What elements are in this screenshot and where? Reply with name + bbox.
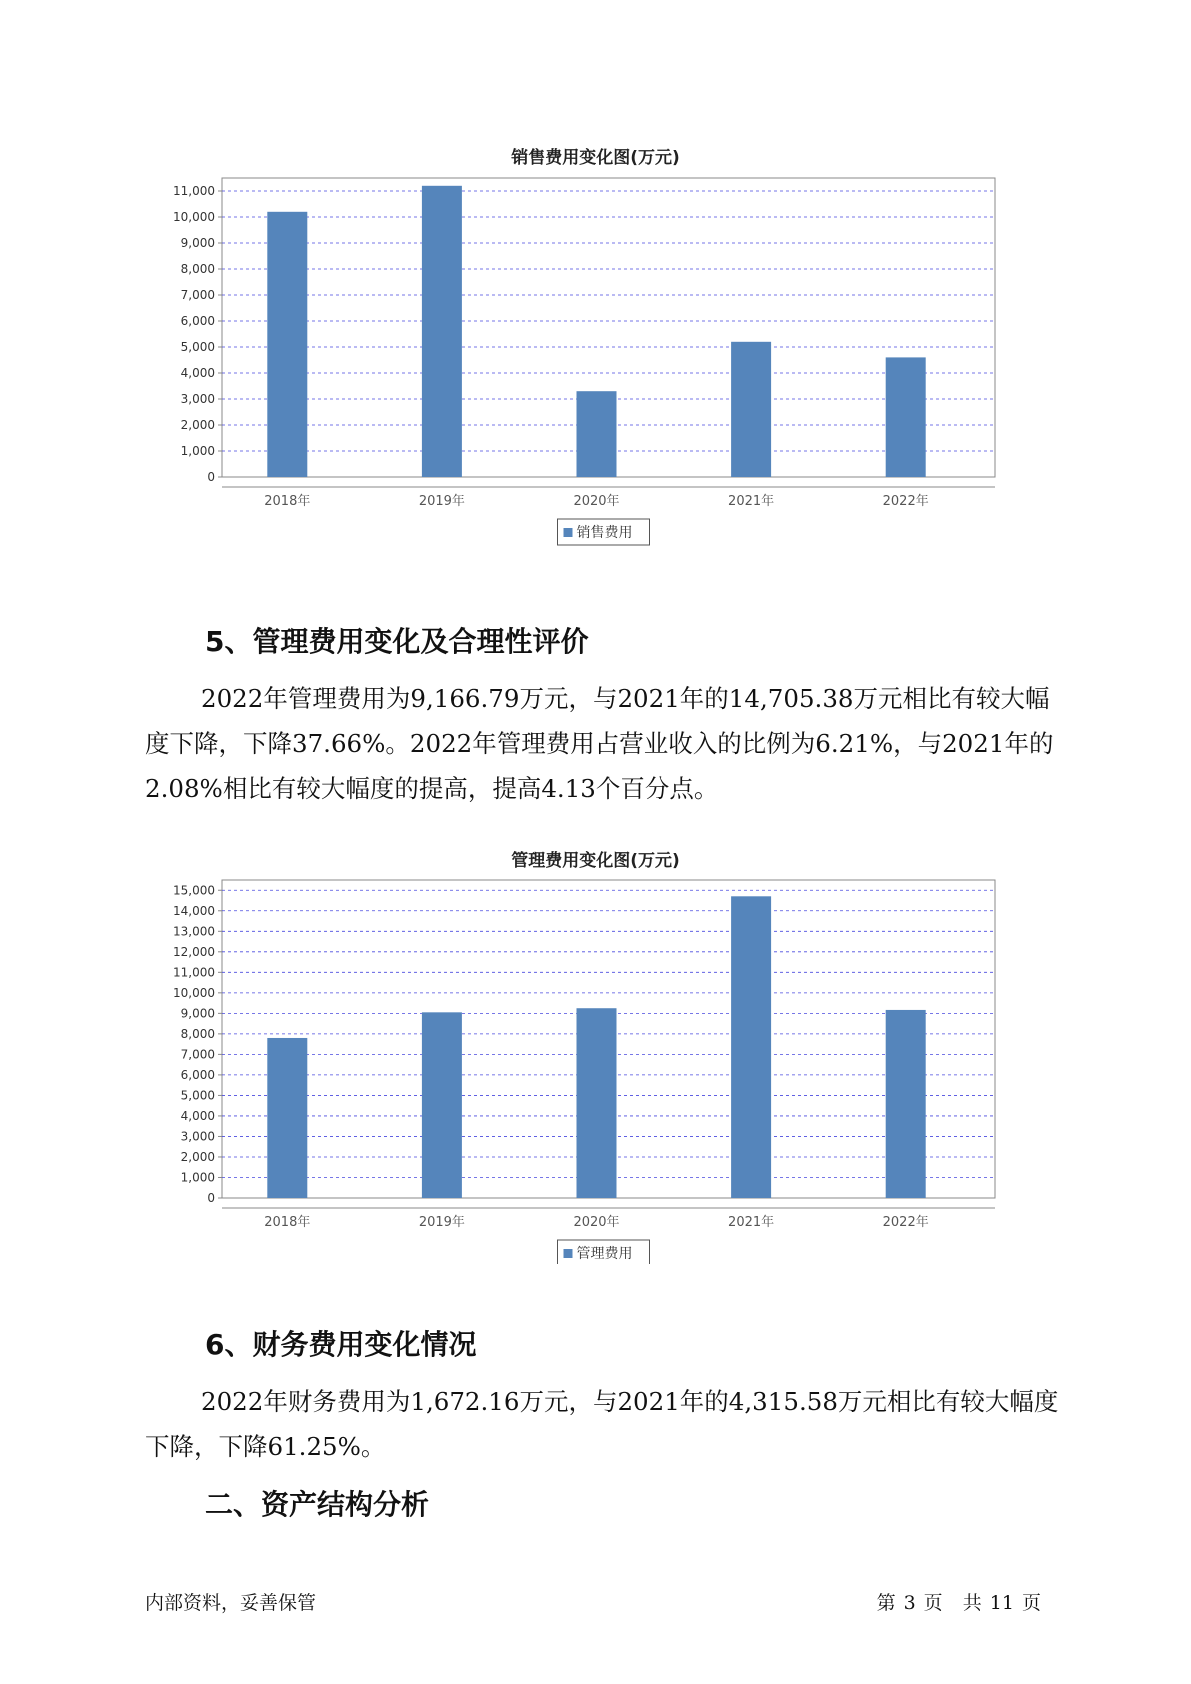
section-6-paragraph: 2022年财务费用为1,672.16万元，与2021年的4,315.58万元相比有较大幅度下降，下降61.25%。 [145, 1387, 1059, 1461]
legend-swatch [564, 528, 573, 537]
y-tick-label: 14,000 [173, 903, 215, 918]
chart-title-sales: 销售费用变化图(万元) [511, 148, 680, 168]
x-tick-label: 2019年 [418, 494, 465, 509]
y-tick-label: 1,000 [180, 1170, 215, 1185]
section-two-heading: 二、资产结构分析 [205, 1488, 430, 1521]
bar [422, 1012, 462, 1198]
footer-total-prefix: 共 [962, 1592, 982, 1614]
bar [577, 391, 617, 477]
y-tick-label: 12,000 [173, 944, 215, 959]
y-tick-label: 7,000 [180, 288, 215, 302]
legend-label: 管理费用 [576, 1246, 633, 1262]
sales-expense-chart [0, 130, 1191, 550]
x-tick-label: 2022年 [882, 1215, 929, 1230]
y-tick-label: 13,000 [173, 924, 215, 939]
y-tick-label: 0 [207, 470, 215, 484]
y-tick-label: 3,000 [180, 392, 215, 406]
y-tick-label: 5,000 [180, 340, 215, 354]
x-tick-label: 2021年 [728, 1215, 775, 1230]
y-tick-label: 7,000 [180, 1047, 215, 1062]
legend-swatch [564, 1249, 573, 1258]
footer-total-pages: 11 [989, 1592, 1014, 1614]
bar [422, 186, 462, 477]
x-tick-label: 2018年 [264, 1215, 311, 1230]
y-tick-label: 3,000 [180, 1129, 215, 1144]
legend-label: 销售费用 [576, 525, 633, 541]
footer-page-prefix: 第 [876, 1592, 896, 1614]
y-tick-label: 8,000 [180, 262, 215, 276]
y-tick-label: 8,000 [180, 1026, 215, 1041]
admin-expense-chart [0, 834, 1191, 1264]
bar [886, 1010, 926, 1198]
y-tick-label: 9,000 [180, 236, 215, 250]
y-tick-label: 6,000 [180, 314, 215, 328]
footer-confidential: 内部资料，妥善保管 [145, 1592, 317, 1614]
y-tick-label: 9,000 [180, 1006, 215, 1021]
y-tick-label: 4,000 [180, 366, 215, 380]
bar [577, 1008, 617, 1198]
x-tick-label: 2022年 [882, 494, 929, 509]
section-6-heading: 6、财务费用变化情况 [205, 1328, 477, 1361]
footer-page-suffix: 页 [923, 1592, 943, 1614]
y-tick-label: 10,000 [173, 985, 215, 1000]
y-tick-label: 11,000 [173, 184, 215, 198]
bar [731, 342, 771, 477]
y-tick-label: 10,000 [173, 210, 215, 224]
y-tick-label: 4,000 [180, 1108, 215, 1123]
y-tick-label: 0 [207, 1191, 215, 1205]
section-5-heading: 5、管理费用变化及合理性评价 [205, 625, 589, 658]
x-tick-label: 2020年 [573, 1215, 620, 1230]
footer-page-number: 3 [903, 1592, 916, 1614]
footer-total-suffix: 页 [1021, 1592, 1041, 1614]
y-tick-label: 5,000 [180, 1088, 215, 1103]
y-tick-label: 6,000 [180, 1067, 215, 1082]
x-tick-label: 2018年 [264, 494, 311, 509]
x-tick-label: 2021年 [728, 494, 775, 509]
footer-page-info [873, 1588, 1045, 1615]
bar [731, 896, 771, 1198]
y-tick-label: 2,000 [180, 1149, 215, 1164]
section-5-paragraph: 2022年管理费用为9,166.79万元，与2021年的14,705.38万元相比有较大幅度下降，下降37.66%。2022年管理费用占营业收入的比例为6.21%，与2021年的2.08%相比有较大幅度的提高，提高4.13个百分点。 [145, 684, 1054, 803]
y-tick-label: 15,000 [173, 883, 215, 898]
bar [267, 1038, 307, 1198]
chart-title-admin: 管理费用变化图(万元) [511, 851, 680, 871]
y-tick-label: 2,000 [180, 418, 215, 432]
bar [886, 357, 926, 477]
y-tick-label: 11,000 [173, 965, 215, 980]
x-tick-label: 2019年 [418, 1215, 465, 1230]
bar [267, 212, 307, 477]
x-tick-label: 2020年 [573, 494, 620, 509]
y-tick-label: 1,000 [180, 444, 215, 458]
